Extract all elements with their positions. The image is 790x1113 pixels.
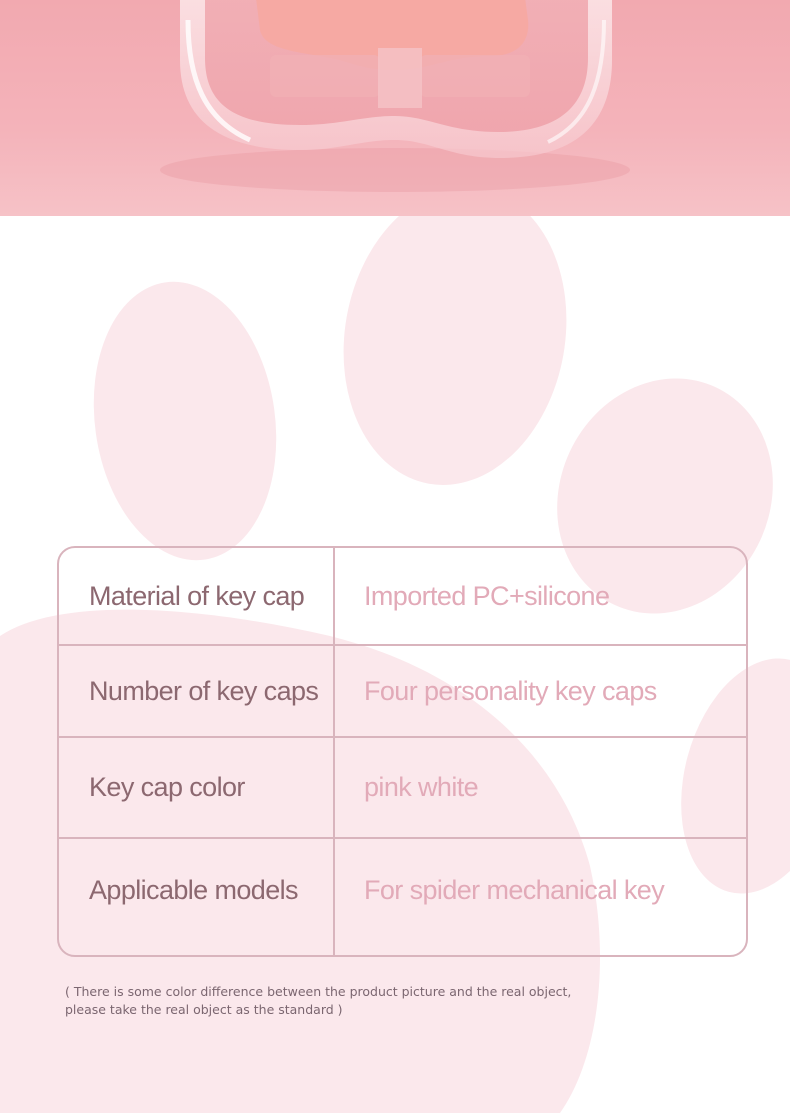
spec-label: Key cap color (89, 772, 245, 802)
spec-value: Four personality key caps (364, 675, 657, 706)
color-disclaimer-note (65, 983, 745, 1019)
spec-label: Applicable models (89, 874, 298, 905)
note-line-2: please take the real object as the standard ) (65, 1002, 343, 1017)
spec-value: For spider mechanical key (364, 874, 665, 905)
spec-value: Imported PC+silicone (364, 580, 610, 611)
spec-label: Material of key cap (89, 580, 305, 611)
spec-label: Number of key caps (89, 675, 319, 706)
table-row (59, 839, 746, 955)
table-row (59, 548, 746, 646)
keycap-illustration (0, 0, 790, 216)
hero-product-image (0, 0, 790, 216)
note-line-1: ( There is some color difference between the product picture and the real object, (65, 984, 572, 999)
spec-value: pink white (364, 772, 479, 802)
table-row (59, 646, 746, 738)
table-row (59, 738, 746, 839)
spec-table (57, 546, 748, 957)
